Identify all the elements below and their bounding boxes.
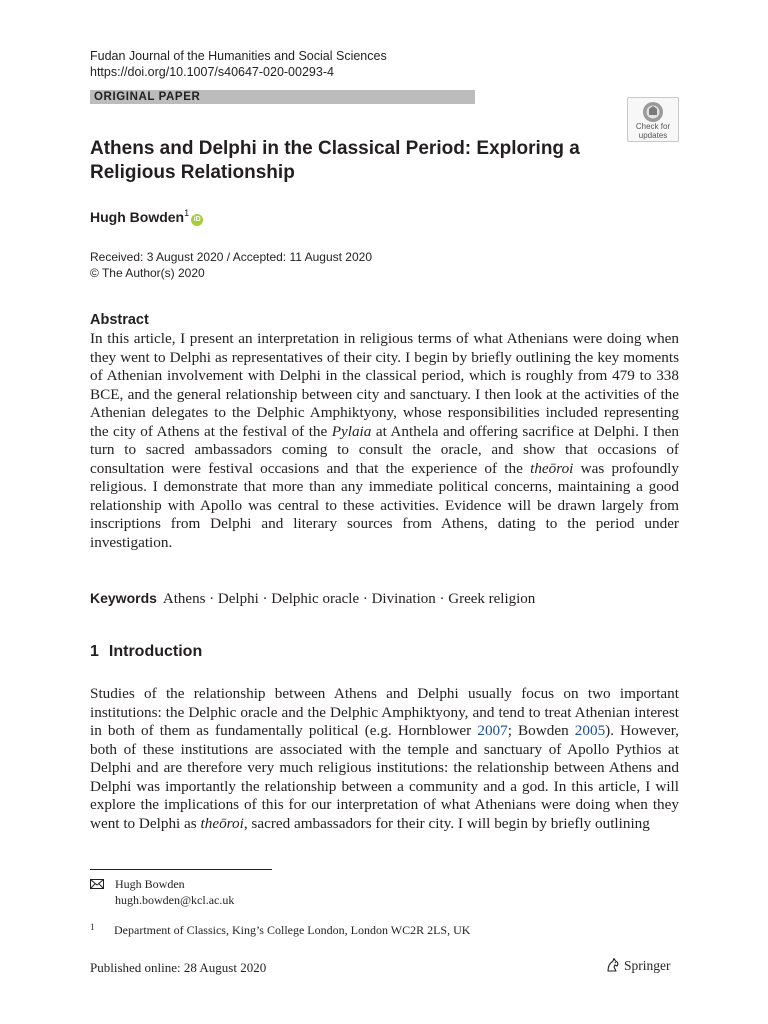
affiliation-footnote [90,920,470,938]
springer-horse-icon [605,957,621,973]
abstract-text-3: was profoundly religious. I demonstrate that more than any immediate political concerns, maintaining a good relationship with Apollo was central to these activities. Evidence will be drawn largely from inscriptions from Delphi and literary sources from Athens, dating to the period under investigation. [90,459,679,551]
check-for-updates-button[interactable] [627,97,679,142]
affiliation-number: 1 [90,922,95,932]
abstract-italic-pylaia: Pylaia [331,422,372,440]
citation-link-hornblower-2007[interactable]: 2007 [477,722,508,739]
corresponding-author [90,877,234,908]
author-name: Hugh Bowden [90,209,185,225]
intro-text-1: Studies of the relationship between Athens and Delphi usually focus on two important institutions: the Delphic oracle and the Delphic Amphiktyony, and tend to treat Athenian interest in both of them as fundamentally political (e.g. Hornblower [90,685,679,739]
received-accepted-dates: Received: 3 August 2020 / Accepted: 11 August 2020 [90,250,372,264]
article-title: Athens and Delphi in the Classical Period: Exploring a Religious Relationship [90,138,580,183]
abstract-text-1: In this article, I present an interpretation in religious terms of what Athenians were doing when they went to Delphi as representatives of their city. I begin by briefly outlining the key moments of Athenian involvement with Delphi in the classical period, which is roughly from 479 to 338 BCE, and the general relationship between city and sanctuary. I then look at the activities of the Athenian delegates to the Delphic Amphiktyony, whose responsibilities included representing the city of Athens at the festival of the [90,330,679,440]
envelope-icon [90,879,104,889]
journal-header [90,48,387,80]
introduction-body [90,685,679,833]
author-line [90,208,203,226]
paper-type-label: ORIGINAL PAPER [94,91,201,103]
keywords-label: Keywords [90,590,157,606]
keywords-terms: Athens · Delphi · Delphic oracle · Divination · Greek religion [162,591,536,607]
intro-text-2: ; Bowden [507,722,575,739]
intro-text-3: ). However, both of these institutions are associated with the temple and sanctuary of Apollo Pythios at Delphi and are therefore very much religious institutions: the relationship between Athens and Delphi was importantly the relationship between a community and a god. In this article, I will explore the implications of this for our interpretation of what Athenians were doing when they went to Delphi as [90,722,679,832]
orcid-icon[interactable]: iD [191,214,203,226]
citation-link-bowden-2005[interactable]: 2005 [574,722,606,739]
abstract-text-2: at Anthela and offering sacrifice at Delphi. I then turn to sacred ambassadors coming to consult the oracle, and show that occasions of consultation were festival occasions and that the experience of the [90,422,679,477]
journal-doi-link[interactable]: https://doi.org/10.1007/s40647-020-00293-4 [90,65,334,79]
abstract-heading: Abstract [90,312,149,328]
contact-email-link[interactable]: hugh.bowden@kcl.ac.uk [115,892,235,907]
check-updates-icon [642,101,664,123]
contact-name: Hugh Bowden [115,877,185,891]
affiliation-text: Department of Classics, King’s College London, London WC2R 2LS, UK [114,923,471,937]
intro-italic-theoroi: theōroi [200,814,244,832]
section-title: Introduction [108,643,203,660]
abstract-italic-theoroi: theōroi [530,459,574,477]
author-affiliation-mark: 1 [184,208,190,218]
section-heading-introduction [90,643,202,661]
published-online-date: Published online: 28 August 2020 [90,960,267,975]
section-number: 1 [90,643,99,660]
footnote-divider [90,869,272,870]
check-updates-line2: updates [638,130,668,140]
keywords [90,590,535,608]
abstract-body [90,330,679,552]
paper-type-bar [90,90,475,104]
publisher-name: Springer [624,958,671,973]
article-dates [90,249,372,281]
copyright-line: © The Author(s) 2020 [90,266,205,280]
publisher-logo [605,957,671,974]
check-updates-line1: Check for [635,122,671,131]
intro-text-4: , sacred ambassadors for their city. I will begin by briefly outlining [243,814,650,832]
journal-name: Fudan Journal of the Humanities and Social Sciences [90,49,387,63]
